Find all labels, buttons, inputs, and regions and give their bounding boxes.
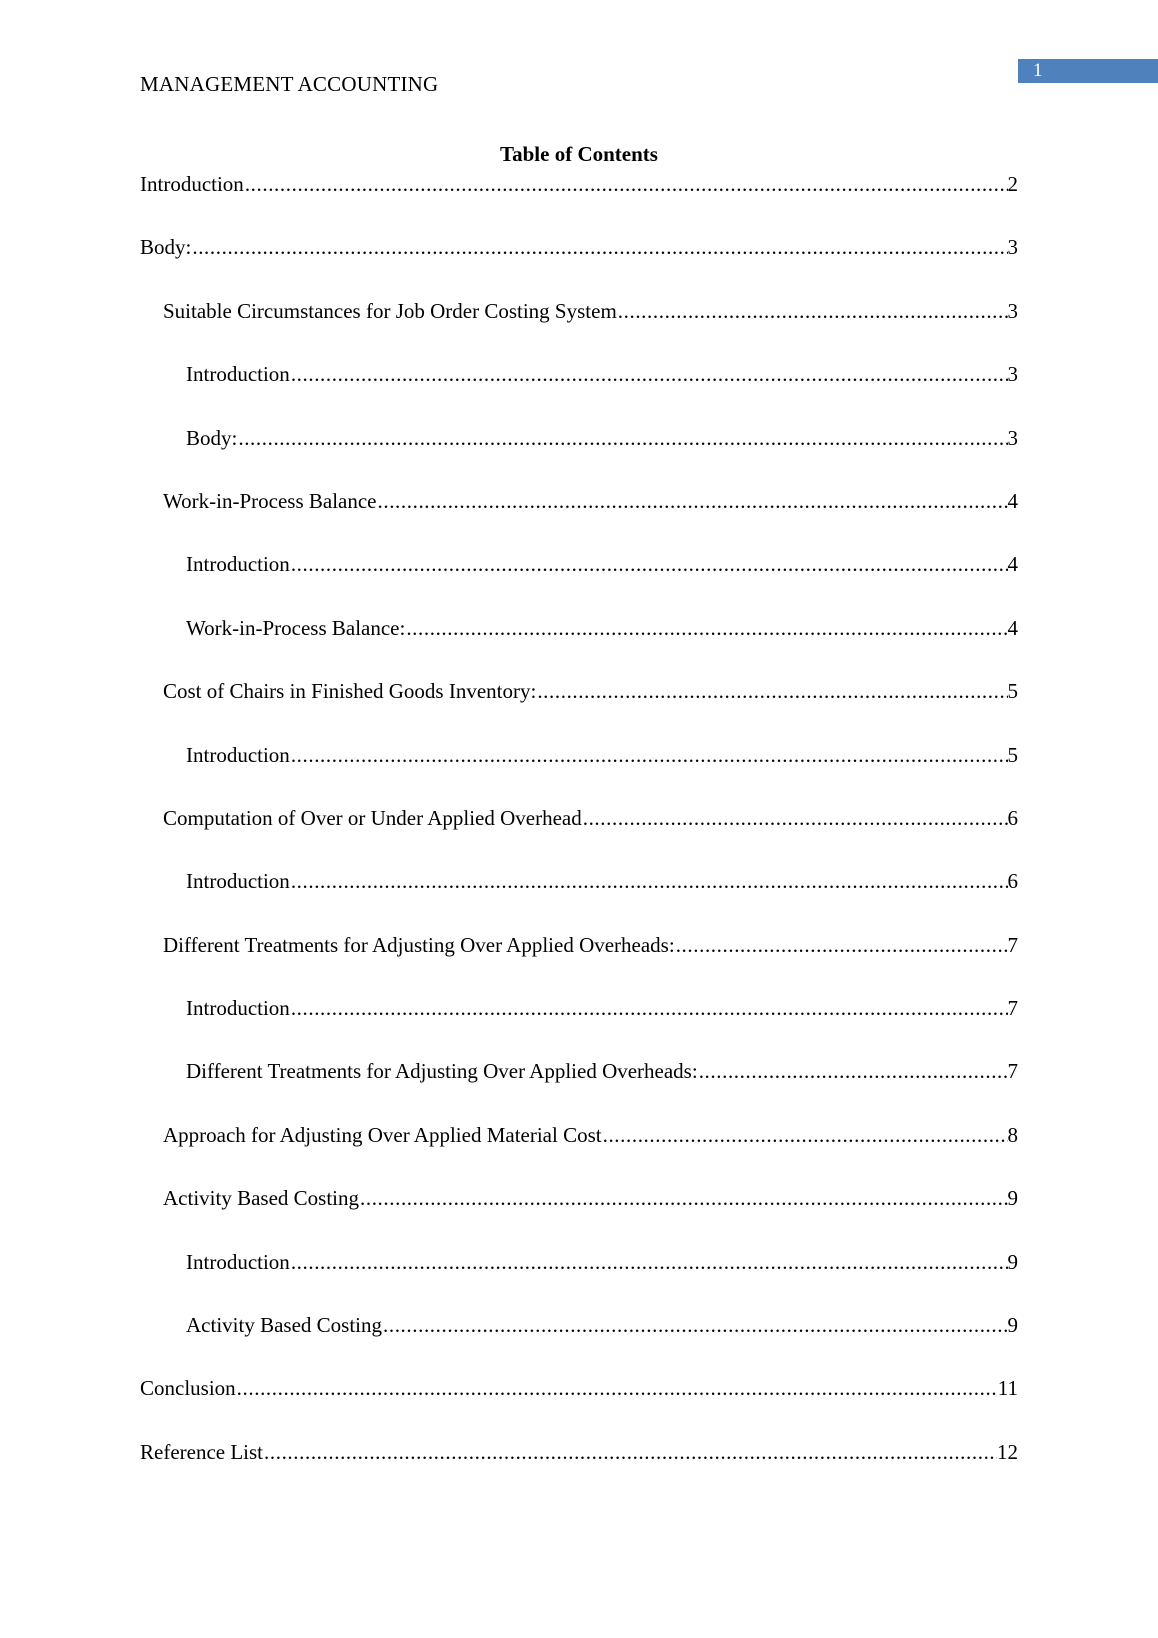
toc-entry-over-under-applied[interactable] [140, 804, 1018, 832]
toc-entry-overhead-introduction[interactable] [140, 867, 1018, 895]
toc-entry-label: Work-in-Process Balance: [186, 615, 406, 640]
toc-entry-page: 7 [1007, 932, 1018, 957]
toc-entry-page: 6 [1007, 869, 1018, 894]
toc-dot-leader [291, 867, 1008, 895]
toc-entry-page: 4 [1007, 552, 1018, 577]
toc-entry-label: Introduction [140, 172, 244, 196]
toc-entry-label: Body: [140, 235, 192, 260]
toc-entry-wip-introduction[interactable] [140, 550, 1018, 578]
toc-entry-activity-based-costing[interactable] [140, 1184, 1018, 1212]
toc-entry-label: Introduction [186, 869, 290, 894]
toc-entry-label: Introduction [186, 362, 290, 387]
toc-entry-page: 3 [1007, 425, 1018, 450]
toc-dot-leader [676, 931, 1008, 959]
toc-dot-leader [238, 424, 1007, 452]
toc-entry-label: Cost of Chairs in Finished Goods Inventory: [163, 679, 537, 704]
toc-entry-label: Introduction [186, 996, 290, 1021]
toc-entry-treatments-detail[interactable] [140, 1057, 1018, 1085]
toc-entry-conclusion[interactable] [140, 1374, 1018, 1402]
toc-dot-leader [537, 677, 1007, 705]
toc-entry-label: Work-in-Process Balance [163, 488, 377, 513]
toc-entry-introduction[interactable] [140, 170, 1018, 198]
toc-entry-page: 9 [1007, 1249, 1018, 1274]
toc-dot-leader [291, 994, 1008, 1022]
toc-entry-page: 5 [1007, 742, 1018, 767]
toc-entry-label: Conclusion [140, 1376, 236, 1401]
toc-dot-leader [291, 550, 1008, 578]
toc-entry-label: Different Treatments for Adjusting Over Applied Overheads: [163, 932, 675, 957]
toc-entry-job-order-introduction[interactable] [140, 360, 1018, 388]
toc-entry-page: 9 [1007, 1186, 1018, 1211]
toc-entry-page: 4 [1007, 488, 1018, 513]
toc-entry-label: Computation of Over or Under Applied Overhead [163, 805, 582, 830]
running-header: MANAGEMENT ACCOUNTING [140, 72, 439, 96]
toc-entry-job-order-costing[interactable] [140, 297, 1018, 325]
toc-entry-page: 3 [1007, 235, 1018, 260]
toc-dot-leader [699, 1057, 1008, 1085]
toc-dot-leader [406, 614, 1007, 642]
toc-entry-label: Body: [186, 425, 238, 450]
toc-entry-label: Introduction [186, 552, 290, 577]
page-number-tab [1018, 59, 1158, 83]
toc-entry-page: 8 [1007, 1122, 1018, 1147]
toc-dot-leader [378, 487, 1008, 515]
toc-entry-treatments-introduction[interactable] [140, 994, 1018, 1022]
toc-entry-page: 4 [1007, 615, 1018, 640]
toc-dot-leader [291, 741, 1008, 769]
toc-entry-page: 3 [1007, 362, 1018, 387]
toc-dot-leader [192, 233, 1007, 261]
toc-dot-leader [360, 1184, 1008, 1212]
toc-dot-leader [618, 297, 1008, 325]
toc-list [140, 170, 1018, 1501]
toc-entry-label: Approach for Adjusting Over Applied Material Cost [163, 1122, 602, 1147]
toc-entry-chairs-introduction[interactable] [140, 741, 1018, 769]
toc-entry-page: 3 [1007, 298, 1018, 323]
toc-entry-reference-list[interactable] [140, 1438, 1018, 1466]
page-number: 1 [1033, 60, 1043, 81]
toc-entry-label: Introduction [186, 1249, 290, 1274]
toc-dot-leader [291, 1248, 1008, 1276]
toc-entry-different-treatments[interactable] [140, 931, 1018, 959]
toc-dot-leader [583, 804, 1008, 832]
toc-entry-abc-introduction[interactable] [140, 1248, 1018, 1276]
toc-dot-leader [237, 1374, 998, 1402]
toc-dot-leader [291, 360, 1008, 388]
toc-entry-page: 5 [1007, 679, 1018, 704]
toc-dot-leader [383, 1311, 1008, 1339]
toc-entry-page: 7 [1007, 996, 1018, 1021]
toc-entry-label: Introduction [186, 742, 290, 767]
toc-entry-wip-balance[interactable] [140, 487, 1018, 515]
toc-entry-page: 6 [1007, 805, 1018, 830]
toc-entry-page: 9 [1007, 1313, 1018, 1338]
toc-entry-page: 11 [997, 1376, 1018, 1401]
toc-entry-page: 12 [997, 1439, 1018, 1464]
toc-entry-label: Activity Based Costing [163, 1186, 359, 1211]
toc-entry-job-order-body[interactable] [140, 424, 1018, 452]
toc-entry-label: Different Treatments for Adjusting Over Applied Overheads: [186, 1059, 698, 1084]
toc-dot-leader [264, 1438, 997, 1466]
toc-entry-page: 2 [1007, 172, 1018, 196]
toc-entry-cost-of-chairs[interactable] [140, 677, 1018, 705]
toc-dot-leader [603, 1121, 1008, 1149]
toc-entry-abc-detail[interactable] [140, 1311, 1018, 1339]
toc-entry-label: Suitable Circumstances for Job Order Costing System [163, 298, 617, 323]
toc-entry-wip-balance-detail[interactable] [140, 614, 1018, 642]
toc-title: Table of Contents [500, 142, 658, 166]
toc-entry-page: 7 [1007, 1059, 1018, 1084]
toc-entry-body[interactable] [140, 233, 1018, 261]
toc-entry-label: Reference List [140, 1439, 264, 1464]
toc-entry-material-cost[interactable] [140, 1121, 1018, 1149]
toc-dot-leader [245, 170, 1008, 198]
toc-entry-label: Activity Based Costing [186, 1313, 382, 1338]
